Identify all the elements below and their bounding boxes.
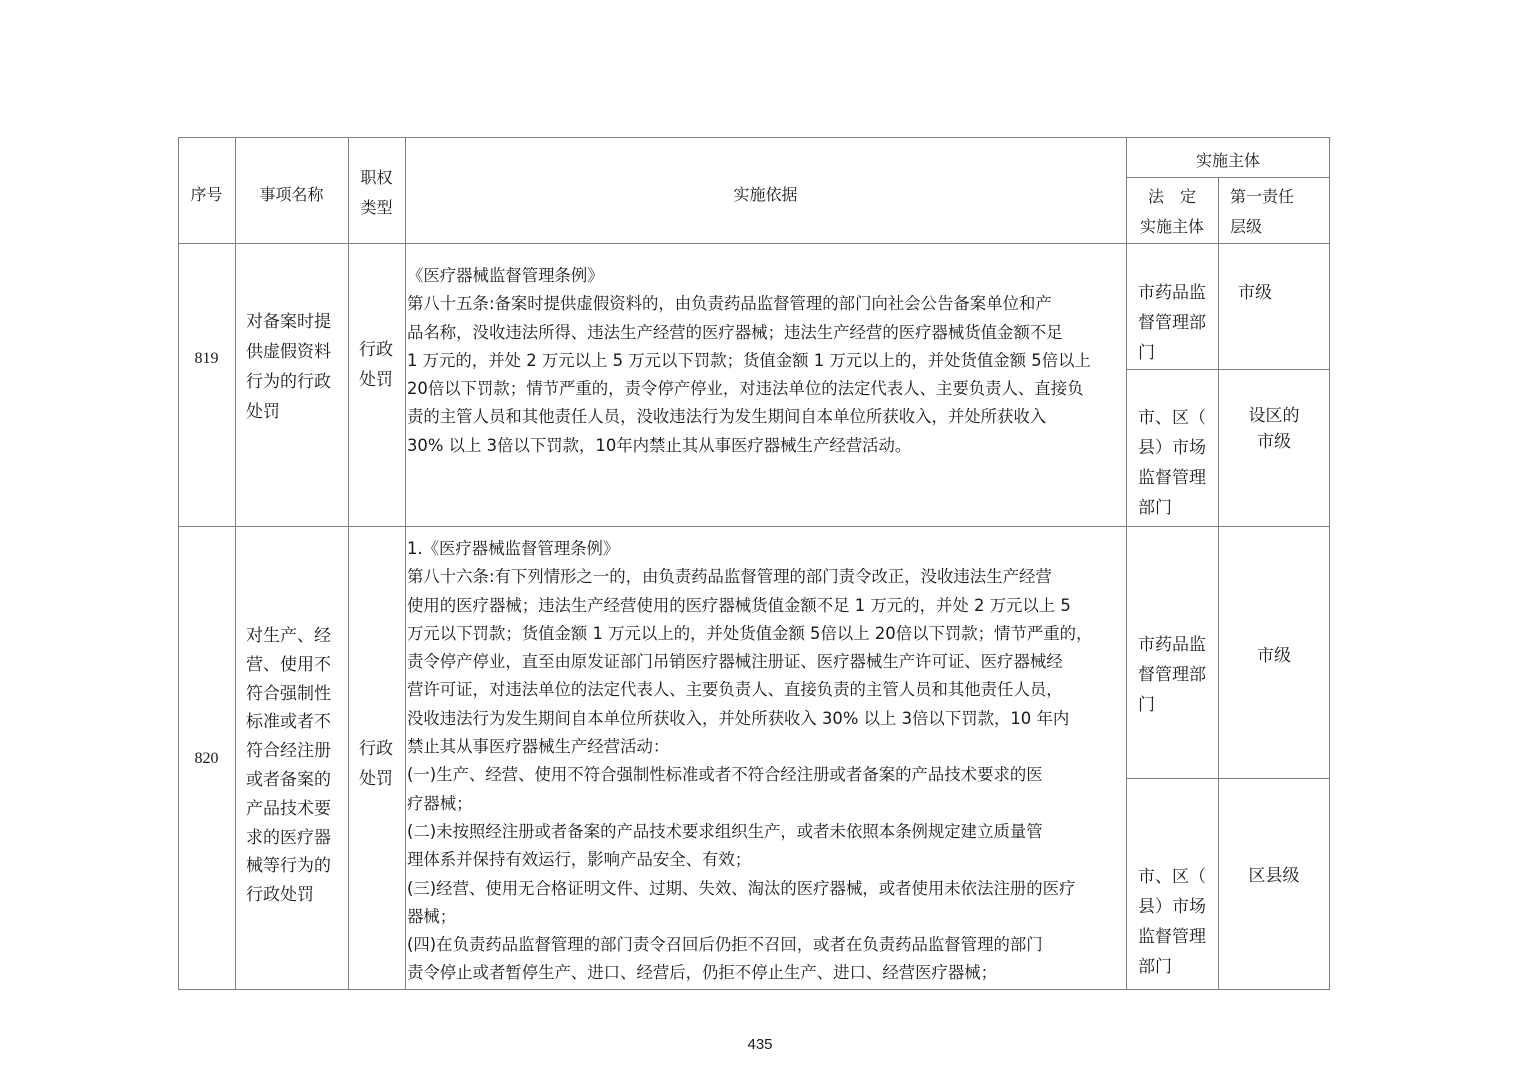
page-number: 435 <box>747 1036 773 1053</box>
header-authority-type <box>348 163 405 223</box>
header-first-responsibility-level <box>1230 182 1330 242</box>
item-name-line: 处罚 <box>246 402 280 422</box>
item-name-line: 对生产、经 <box>246 626 331 646</box>
basis-line: (四)在负责药品监督管理的部门责令召回后仍拒不召回，或者在负责药品监督管理的部门 <box>407 935 1043 955</box>
legal-implementer-line: 县）市场 <box>1138 438 1206 458</box>
authority-type-line: 行政 <box>359 739 393 759</box>
basis-line: 30% 以上 3倍以下罚款，10年内禁止其从事医疗器械生产经营活动。 <box>407 435 912 455</box>
row-820-basis <box>407 535 1092 988</box>
basis-line: 万元以下罚款；货值金额 1 万元以上的，并处货值金额 5倍以上 20倍以下罚款；情节严重的， <box>407 623 1093 643</box>
row-820-item-name <box>246 622 346 910</box>
item-name-line: 供虚假资料 <box>246 342 331 362</box>
item-name-line: 符合经注册 <box>246 741 331 762</box>
authority-type-line: 处罚 <box>359 769 393 789</box>
basis-line: 器械； <box>407 906 457 926</box>
header-legal-implementer-line: 实施主体 <box>1139 217 1204 236</box>
basis-line: 禁止其从事医疗器械生产经营活动： <box>407 737 670 757</box>
header-implementer: 实施主体 <box>1195 151 1260 170</box>
header-authority-type-line: 职权 <box>360 168 393 187</box>
row-820-level-1: 市级 <box>1257 646 1291 666</box>
basis-line: 疗器械； <box>407 793 473 813</box>
row-819-legal-implementer-1 <box>1138 278 1218 368</box>
basis-line: 20倍以下罚款；情节严重的，责令停产停业，对违法单位的法定代表人、主要负责人、直接负 <box>407 379 1084 399</box>
basis-line: 第八十六条:有下列情形之一的，由负责药品监督管理的部门责令改正，没收违法生产经营 <box>407 567 1052 587</box>
item-name-line: 符合强制性 <box>246 683 331 704</box>
basis-line: 理体系并保持有效运行，影响产品安全、有效； <box>407 850 752 870</box>
basis-line: 使用的医疗器械；违法生产经营使用的医疗器械货值金额不足 1 万元的，并处 2 万元以上 5 <box>407 595 1071 615</box>
basis-line: 营许可证，对违法单位的法定代表人、主要负责人、直接负责的主管人员和其他责任人员， <box>407 680 1063 700</box>
row-819-item-name <box>246 307 346 427</box>
legal-implementer-line: 市、区（ <box>1138 867 1206 887</box>
legal-implementer-line: 督管理部 <box>1138 313 1206 333</box>
legal-implementer-line: 监督管理 <box>1138 927 1206 947</box>
legal-implementer-line: 县）市场 <box>1138 897 1206 917</box>
header-item-name: 事项名称 <box>259 185 324 204</box>
level-line: 市级 <box>1257 432 1291 452</box>
row-819-level-1: 市级 <box>1238 283 1272 303</box>
header-legal-implementer <box>1126 182 1218 242</box>
item-name-line: 或者备案的 <box>246 769 331 790</box>
item-name-line: 对备案时提 <box>246 312 331 332</box>
basis-line: 《医疗器械监督管理条例》 <box>407 266 604 285</box>
item-name-line: 产品技术要 <box>246 798 331 819</box>
row-820-legal-implementer-1 <box>1138 630 1218 720</box>
legal-implementer-line: 部门 <box>1138 957 1172 977</box>
item-name-line: 求的医疗器 <box>246 827 331 848</box>
row-819-serial: 819 <box>194 350 219 367</box>
basis-line: 1.《医疗器械监督管理条例》 <box>407 539 620 558</box>
item-name-line: 营、使用不 <box>246 654 331 675</box>
legal-implementer-line: 市药品监 <box>1138 283 1206 303</box>
header-authority-type-line: 类型 <box>360 198 393 217</box>
level-line: 设区的 <box>1248 406 1300 426</box>
header-level-line: 第一责任 <box>1230 187 1295 206</box>
authority-type-line: 行政 <box>359 340 393 360</box>
basis-line: (三)经营、使用无合格证明文件、过期、失效、淘汰的医疗器械，或者使用未依法注册的医疗 <box>407 878 1076 898</box>
legal-implementer-line: 督管理部 <box>1138 665 1206 685</box>
basis-line: 责令停产停业，直至由原发证部门吊销医疗器械注册证、医疗器械生产许可证、医疗器械经 <box>407 652 1063 672</box>
row-819-basis <box>407 262 1091 460</box>
header-basis: 实施依据 <box>733 185 798 204</box>
legal-implementer-line: 市药品监 <box>1138 635 1206 655</box>
legal-implementer-line: 市、区（ <box>1138 408 1206 428</box>
basis-line: 品名称，没收违法所得、违法生产经营的医疗器械；违法生产经营的医疗器械货值金额不足 <box>407 322 1063 342</box>
basis-line: 1 万元的，并处 2 万元以上 5 万元以下罚款；货值金额 1 万元以上的，并处货值金额 5倍以上 <box>407 350 1091 370</box>
header-legal-implementer-line: 法 定 <box>1147 187 1196 206</box>
basis-line: 责的主管人员和其他责任人员，没收违法行为发生期间自本单位所获收入，并处所获收入 <box>407 407 1047 427</box>
row-819-legal-implementer-2 <box>1138 403 1218 523</box>
row-819-authority-type <box>359 335 405 395</box>
basis-line: 没收违法行为发生期间自本单位所获收入，并处所获收入 30% 以上 3倍以下罚款，10 年内 <box>407 708 1070 728</box>
legal-implementer-line: 部门 <box>1138 498 1172 518</box>
authority-type-line: 处罚 <box>359 370 393 390</box>
row-820-level-2: 区县级 <box>1248 866 1300 886</box>
basis-line: (二)未按照经注册或者备案的产品技术要求组织生产，或者未依照本条例规定建立质量管 <box>407 821 1043 841</box>
legal-implementer-line: 门 <box>1138 695 1155 715</box>
item-name-line: 标准或者不 <box>246 712 331 733</box>
legal-implementer-line: 监督管理 <box>1138 468 1206 488</box>
row-820-serial: 820 <box>194 750 219 767</box>
basis-line: (一)生产、经营、使用不符合强制性标准或者不符合经注册或者备案的产品技术要求的医 <box>407 765 1043 785</box>
row-819-level-2 <box>1218 403 1330 455</box>
row-820-authority-type <box>359 734 405 794</box>
item-name-line: 械等行为的 <box>246 856 331 877</box>
header-level-line: 层级 <box>1230 217 1263 236</box>
legal-implementer-line: 门 <box>1138 343 1155 363</box>
basis-line: 责令停止或者暂停生产、进口、经营后，仍拒不停止生产、进口、经营医疗器械； <box>407 963 998 983</box>
item-name-line: 行政处罚 <box>246 885 314 906</box>
header-serial: 序号 <box>190 185 223 204</box>
basis-line: 第八十五条:备案时提供虚假资料的，由负责药品监督管理的部门向社会公告备案单位和产 <box>407 294 1052 314</box>
row-820-legal-implementer-2 <box>1138 862 1218 982</box>
item-name-line: 行为的行政 <box>246 372 331 392</box>
